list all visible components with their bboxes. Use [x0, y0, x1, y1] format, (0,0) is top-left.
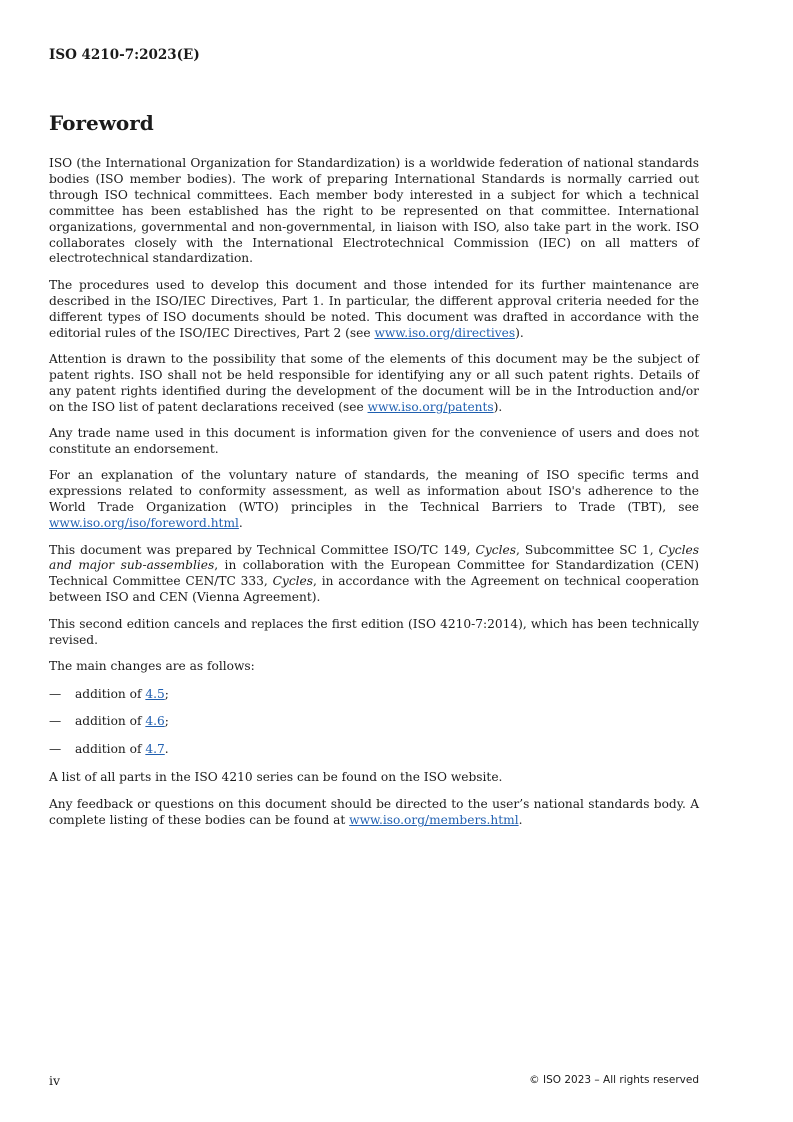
committee-cycles-italic: Cycles [475, 542, 516, 557]
list-item-change [49, 714, 699, 730]
paragraph-iso-intro: ISO (the International Organization for Standardization) is a worldwide federation of national standards bodies (ISO member bodies). The work of preparing International Standards is normally carried out through ISO technical committees. Each member body interested in a subject for which a technical committee has been established has the right to be represented on that committee. International organizations, governmental and non-governmental, in liaison with ISO, also take part in the work. ISO collaborates closely with the International Electrotechnical Commission (IEC) on all matters of electrotechnical standardization. [49, 156, 699, 266]
list-item-end: ; [164, 686, 169, 701]
section-title: Foreword [49, 111, 154, 135]
clause-4-7-link[interactable]: 4.7 [145, 742, 165, 757]
paragraph-edition: This second edition cancels and replaces the first edition (ISO 4210-7:2014), which has been technically revised. [49, 616, 699, 647]
paragraph-committee [49, 543, 699, 607]
paragraph-voluntary-text: For an explanation of the voluntary nature of standards, the meaning of ISO specific terms and expressions related to conformity assessment, as well as information about ISO's adherence to the World Trade Organization (WTO) principles in the Technical Barriers to Trade (TBT), see [49, 468, 699, 515]
paragraph-patents-text: Attention is drawn to the possibility that some of the elements of this document may be the subject of patent rights. ISO shall not be held responsible for identifying any or all such patent rights. Details of any patent rights identified during the development of the document will be in the Introduction and/or on the ISO list of patent declarations received (see [49, 351, 699, 414]
paragraph-voluntary-nature [49, 468, 699, 532]
committee-text-c: , in collaboration with the European Committee for Standardization (CEN) Technical Committee CEN/TC 333, [49, 558, 699, 589]
subcommittee-italic: Cycles and major sub-assemblies [49, 542, 699, 573]
list-item-text: addition of [75, 686, 146, 701]
committee-text-b: , Subcommittee SC 1, [515, 542, 659, 557]
list-item-text: addition of [75, 742, 146, 757]
dash-bullet: — [49, 686, 62, 701]
foreword-link[interactable]: www.iso.org/iso/foreword.html [49, 516, 239, 531]
paragraph-trade-name: Any trade name used in this document is information given for the convenience of users and does not constitute an endorsement. [49, 426, 699, 456]
dash-bullet: — [49, 714, 62, 729]
paragraph-feedback-end: . [518, 813, 523, 828]
committee-text-d: , in accordance with the Agreement on technical cooperation between ISO and CEN (Vienna Agreement). [49, 574, 700, 605]
paragraph-procedures-end: ). [515, 325, 524, 340]
paragraph-procedures-text: The procedures used to develop this document and those intended for its further maintenance are described in the ISO/IEC Directives, Part 1. In particular, the different approval criteria needed for the different types of ISO documents should be noted. This document was drafted in accordance with the editorial rules of the ISO/IEC Directives, Part 2 (see [49, 277, 699, 340]
clause-4-5-link[interactable]: 4.5 [145, 686, 165, 701]
list-item-text: addition of [75, 714, 146, 729]
list-item-change [49, 687, 699, 703]
members-link[interactable]: www.iso.org/members.html [349, 813, 519, 828]
document-id-header: ISO 4210-7:2023(E) [49, 47, 200, 63]
dash-bullet: — [49, 742, 62, 757]
paragraph-patents [49, 352, 699, 416]
clause-4-6-link[interactable]: 4.6 [145, 714, 165, 729]
paragraph-series-parts: A list of all parts in the ISO 4210 series can be found on the ISO website. [49, 769, 503, 784]
paragraph-feedback-text: Any feedback or questions on this document should be directed to the user’s national standards body. A complete listing of these bodies can be found at [49, 797, 699, 828]
copyright-notice: © ISO 2023 – All rights reserved [529, 1074, 699, 1086]
committee-text-a: This document was prepared by Technical Committee ISO/TC 149, [49, 542, 476, 557]
document-page [49, 0, 699, 1122]
paragraph-patents-end: ). [493, 399, 503, 414]
cen-cycles-italic: Cycles [272, 574, 314, 589]
paragraph-changes-intro: The main changes are as follows: [49, 658, 255, 673]
list-item-end: ; [164, 714, 169, 729]
paragraph-feedback [49, 797, 699, 829]
paragraph-procedures [49, 278, 699, 342]
list-item-change [49, 742, 699, 758]
directives-link[interactable]: www.iso.org/directives [374, 325, 516, 340]
foreword-body [49, 156, 699, 840]
page-number: iv [49, 1073, 61, 1088]
patents-link[interactable]: www.iso.org/patents [367, 399, 494, 414]
list-item-end: . [164, 742, 169, 757]
paragraph-voluntary-end: . [238, 516, 243, 531]
